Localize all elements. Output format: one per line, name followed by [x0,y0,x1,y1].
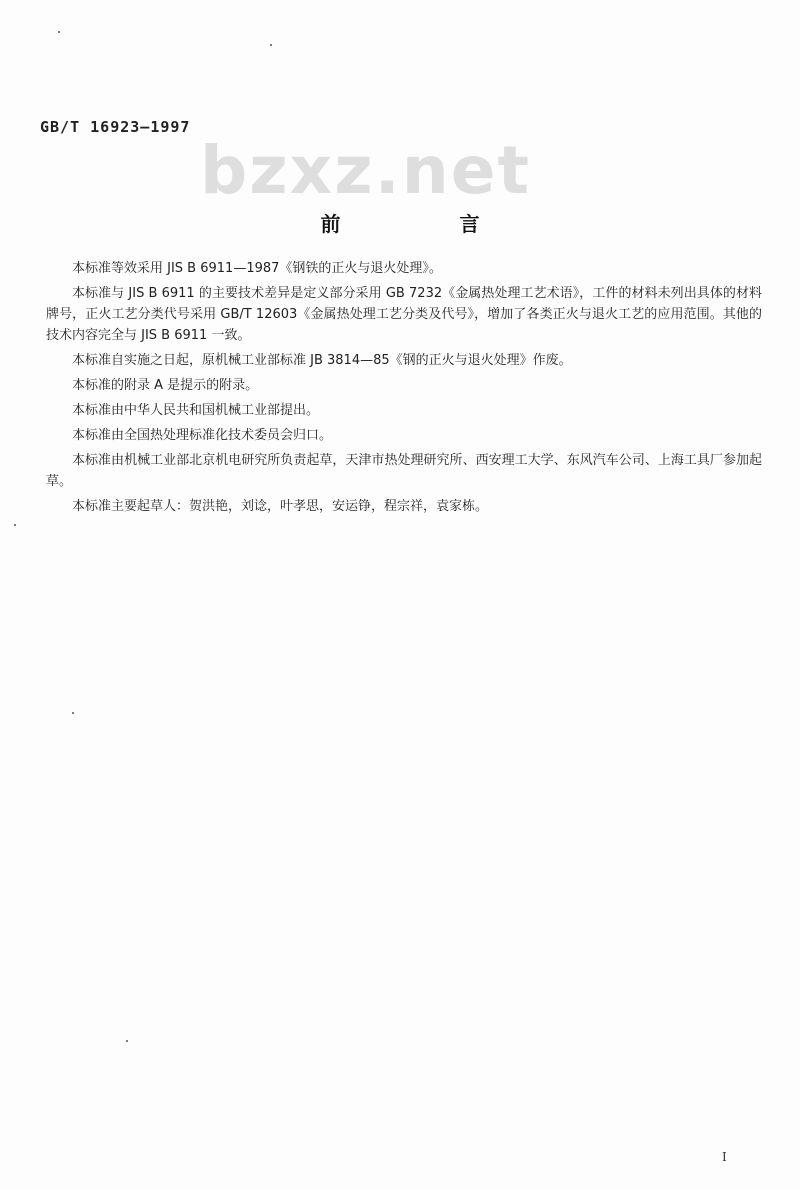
paragraph-proposed-by: 本标准由中华人民共和国机械工业部提出。 [72,403,320,418]
scan-speck [58,31,60,33]
paragraph-drafting-organizations: 本标准由机械工业部北京机电研究所负责起草，天津市热处理研究所、西安理工大学、东风汽车公司、上海工具厂参加起草。 [46,453,762,489]
scan-speck [126,1040,128,1042]
scan-speck [72,712,74,714]
paragraph-administered-by: 本标准由全国热处理标准化技术委员会归口。 [72,428,333,443]
watermark-text: bzxz.net [200,132,532,209]
scan-speck [270,44,272,46]
paragraph-main-drafters: 本标准主要起草人：贺洪艳，刘谂，叶孝思，安运铮，程宗祥，袁家栋。 [72,499,489,514]
paragraph-adoption: 本标准等效采用 JIS B 6911—1987《钢铁的正火与退火处理》。 [72,261,442,276]
page-number: I [722,1150,727,1164]
standard-number: GB/T 16923—1997 [40,118,191,136]
foreword-title: 前 言 [320,212,536,236]
paragraph-supersedes: 本标准自实施之日起，原机械工业部标准 JB 3814—85《钢的正火与退火处理》作废。 [72,353,572,368]
paragraph-annex: 本标准的附录 A 是提示的附录。 [72,378,259,393]
foreword-body [46,258,762,521]
scan-speck [14,524,16,526]
paragraph-technical-differences: 本标准与 JIS B 6911 的主要技术差异是定义部分采用 GB 7232《金属热处理工艺术语》，工件的材料未列出具体的材料牌号，正火工艺分类代号采用 GB/T 12603《金属热处理工艺分类及代号》，增加了各类正火与退火工艺的应用范围。其他的技术内容完全与 JIS B 6911 一致。 [46,286,762,343]
